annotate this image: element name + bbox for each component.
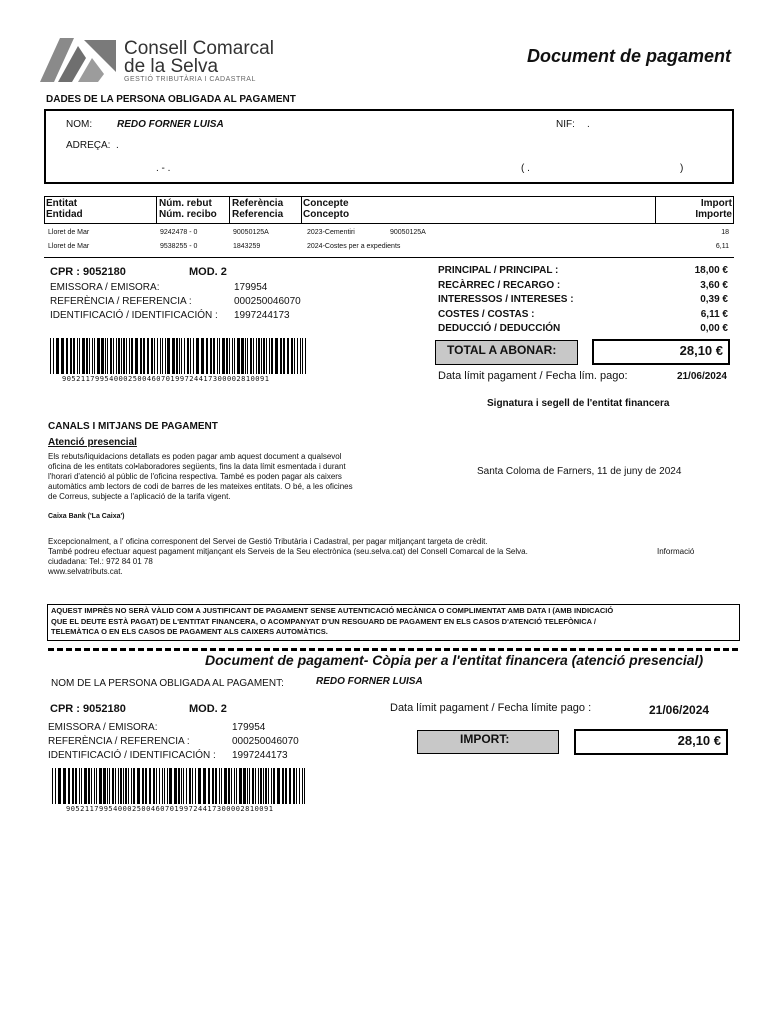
copy-emissora-value: 179954	[232, 722, 266, 733]
limit-date-value: 21/06/2024	[676, 371, 727, 382]
total-value: 28,10 €	[679, 343, 723, 358]
amount-label-deduccio: DEDUCCIÓ / DEDUCCIÓN	[438, 323, 561, 334]
notice-line-2: QUE EL DEUTE ESTÀ PAGAT) DE L'ENTITAT FINANCERA, O ACOMPANYAT D'UN RESGUARD DE PAGAMENT EN ELS CASOS D'ATENCIÓ TELEFÒNICA /	[51, 616, 596, 626]
amount-value-recarrec: 3,60 €	[700, 280, 728, 291]
canals-title: CANALS I MITJANS DE PAGAMENT	[48, 421, 218, 432]
address-line2: . - .	[156, 163, 171, 174]
referencia-value: 000250046070	[234, 296, 301, 307]
org-name-line2: de la Selva	[124, 56, 219, 77]
copy-mod-code: MOD. 2	[189, 703, 227, 715]
copy-nom-label: NOM DE LA PERSONA OBLIGADA AL PAGAMENT:	[51, 678, 284, 689]
amount-value-deduccio: 0,00 €	[700, 323, 728, 334]
cell-rebut: 9242478 - 0	[160, 229, 198, 236]
signature-label: Signatura i segell de l'entitat financera	[487, 398, 670, 409]
emissora-label: EMISSORA / EMISORA:	[50, 282, 160, 293]
amount-value-interessos: 0,39 €	[700, 294, 728, 305]
nif-value: .	[587, 119, 590, 130]
place-date: Santa Coloma de Farners, 11 de juny de 2024	[477, 466, 682, 477]
table-row	[0, 243, 768, 253]
copy-title: Document de pagament- Còpia per a l'entitat financera (atenció presencial)	[205, 652, 704, 668]
identificacio-value: 1997244173	[234, 310, 290, 321]
address-paren-open: ( .	[521, 163, 530, 174]
copy-nom-value: REDO FORNER LUISA	[316, 676, 423, 687]
barcode-number: 90521179954000250046070199724417300002810091	[62, 375, 270, 383]
copy-barcode-number: 90521179954000250046070199724417300002810091	[66, 805, 274, 813]
amount-value-principal: 18,00 €	[694, 265, 728, 276]
total-label: TOTAL A ABONAR:	[447, 343, 557, 357]
logo-mark-icon	[38, 36, 118, 86]
items-table-header	[44, 196, 734, 224]
canals-paragraph-1: Els rebuts/liquidacions detallats es poden pagar amb aquest document a qualsevol oficina de les entitats col•laboradores següents, fins la data límit esmentada i durant l'horari d'atenció al públic de l'oficina respectiva. També es poden pagar als caixers automàtics amb lectors de codi de barres de les mateixes entitats. O bé, a les oficines de Correus, subjecte a l'aplicació de la tarifa vigent.	[48, 452, 353, 501]
address-paren-close: )	[680, 163, 684, 174]
org-name-line1: Consell Comarcal	[124, 38, 274, 59]
table-bottom-rule	[44, 257, 734, 258]
col-header-referencia: Referència Referencia	[232, 198, 284, 220]
info-label: Informació	[657, 547, 695, 556]
total-label-box	[435, 340, 578, 365]
cell-entitat: Lloret de Mar	[48, 229, 90, 236]
copy-identificacio-value: 1997244173	[232, 750, 288, 761]
mod-code: MOD. 2	[189, 266, 227, 278]
copy-identificacio-label: IDENTIFICACIÓ / IDENTIFICACIÓN :	[48, 750, 216, 761]
cell-ref: 1843259	[233, 243, 261, 250]
nom-value: REDO FORNER LUISA	[117, 119, 224, 130]
barcode-icon	[52, 768, 308, 804]
nom-label: NOM:	[66, 119, 93, 130]
copy-referencia-value: 000250046070	[232, 736, 299, 747]
bank-name: Caixa Bank ('La Caixa')	[48, 513, 125, 520]
cell-concepte: 2023-Cementiri	[307, 229, 355, 236]
org-name-line3: GESTIÓ TRIBUTÀRIA I CADASTRAL	[124, 76, 256, 83]
notice-line-1: AQUEST IMPRÈS NO SERÀ VÀLID COM A JUSTIFICANT DE PAGAMENT SENSE AUTENTICACIÓ MECÀNICA O COMPLIMENTAT AMB DATA I (AMB INDICACIÓ	[51, 606, 614, 615]
obligat-section-title: DADES DE LA PERSONA OBLIGADA AL PAGAMENT	[46, 94, 296, 105]
notice-line-3: TELEMÀTICA O EN ELS CASOS DE PAGAMENT ALS CAIXERS AUTOMÀTICS.	[51, 627, 328, 636]
identificacio-label: IDENTIFICACIÓ / IDENTIFICACIÓN :	[50, 310, 218, 321]
cell-concepte-ref: 90050125A	[390, 229, 426, 236]
import-label-box	[417, 730, 559, 754]
col-header-concepte: Concepte Concepto	[303, 198, 350, 220]
amount-label-interessos: INTERESSOS / INTERESES :	[438, 294, 574, 305]
adreca-value: .	[116, 140, 119, 151]
table-row	[0, 229, 768, 239]
cell-import: 6,11	[715, 243, 729, 250]
amount-label-costes: COSTES / COSTAS :	[438, 309, 535, 320]
cell-entitat: Lloret de Mar	[48, 243, 90, 250]
cell-rebut: 9538255 - 0	[160, 243, 198, 250]
import-label: IMPORT:	[460, 732, 510, 746]
col-header-entitat: Entitat Entidad	[46, 198, 83, 220]
col-header-rebut: Núm. rebut Núm. recibo	[159, 198, 217, 220]
amount-label-recarrec: RECÀRREC / RECARGO :	[438, 280, 561, 291]
limit-date-label: Data límit pagament / Fecha lím. pago:	[438, 370, 628, 382]
cut-line	[48, 648, 738, 651]
copy-limit-value: 21/06/2024	[649, 703, 710, 717]
doc-title: Document de pagament	[526, 46, 731, 66]
copy-referencia-label: REFERÈNCIA / REFERENCIA :	[48, 736, 190, 747]
amount-label-principal: PRINCIPAL / PRINCIPAL :	[438, 265, 559, 276]
barcode-icon	[50, 338, 308, 374]
canals-subtitle: Atenció presencial	[48, 437, 137, 448]
canals-paragraph-2: Excepcionalment, a l' oficina corresponent del Servei de Gestió Tributària i Cadastral, per pagar mitjançant targeta de crèdit. També podreu efectuar aquest pagament mitjançant els Serveis de la Seu electrònica (seu.selva.cat) del Consell Comarcal de la Selva. ciudadana: Tel.: 972 84 01 78 www.selvatributs.cat.	[48, 537, 528, 576]
copy-cpr-code: CPR : 9052180	[50, 703, 126, 715]
referencia-label: REFERÈNCIA / REFERENCIA :	[50, 296, 192, 307]
cell-ref: 90050125A	[233, 229, 269, 236]
notice-box	[47, 604, 740, 641]
emissora-value: 179954	[234, 282, 268, 293]
col-header-import: Import Importe	[695, 198, 732, 220]
cell-import: 18	[721, 229, 729, 236]
amount-value-costes: 6,11 €	[700, 309, 728, 320]
copy-emissora-label: EMISSORA / EMISORA:	[48, 722, 158, 733]
copy-limit-label: Data límit pagament / Fecha límite pago :	[390, 702, 592, 714]
adreca-label: ADREÇA:	[66, 140, 111, 151]
import-value: 28,10 €	[677, 733, 721, 748]
nif-label: NIF:	[556, 119, 575, 130]
cell-concepte: 2024-Costes per a expedients	[307, 243, 401, 250]
cpr-code: CPR : 9052180	[50, 266, 126, 278]
logo	[38, 36, 118, 86]
